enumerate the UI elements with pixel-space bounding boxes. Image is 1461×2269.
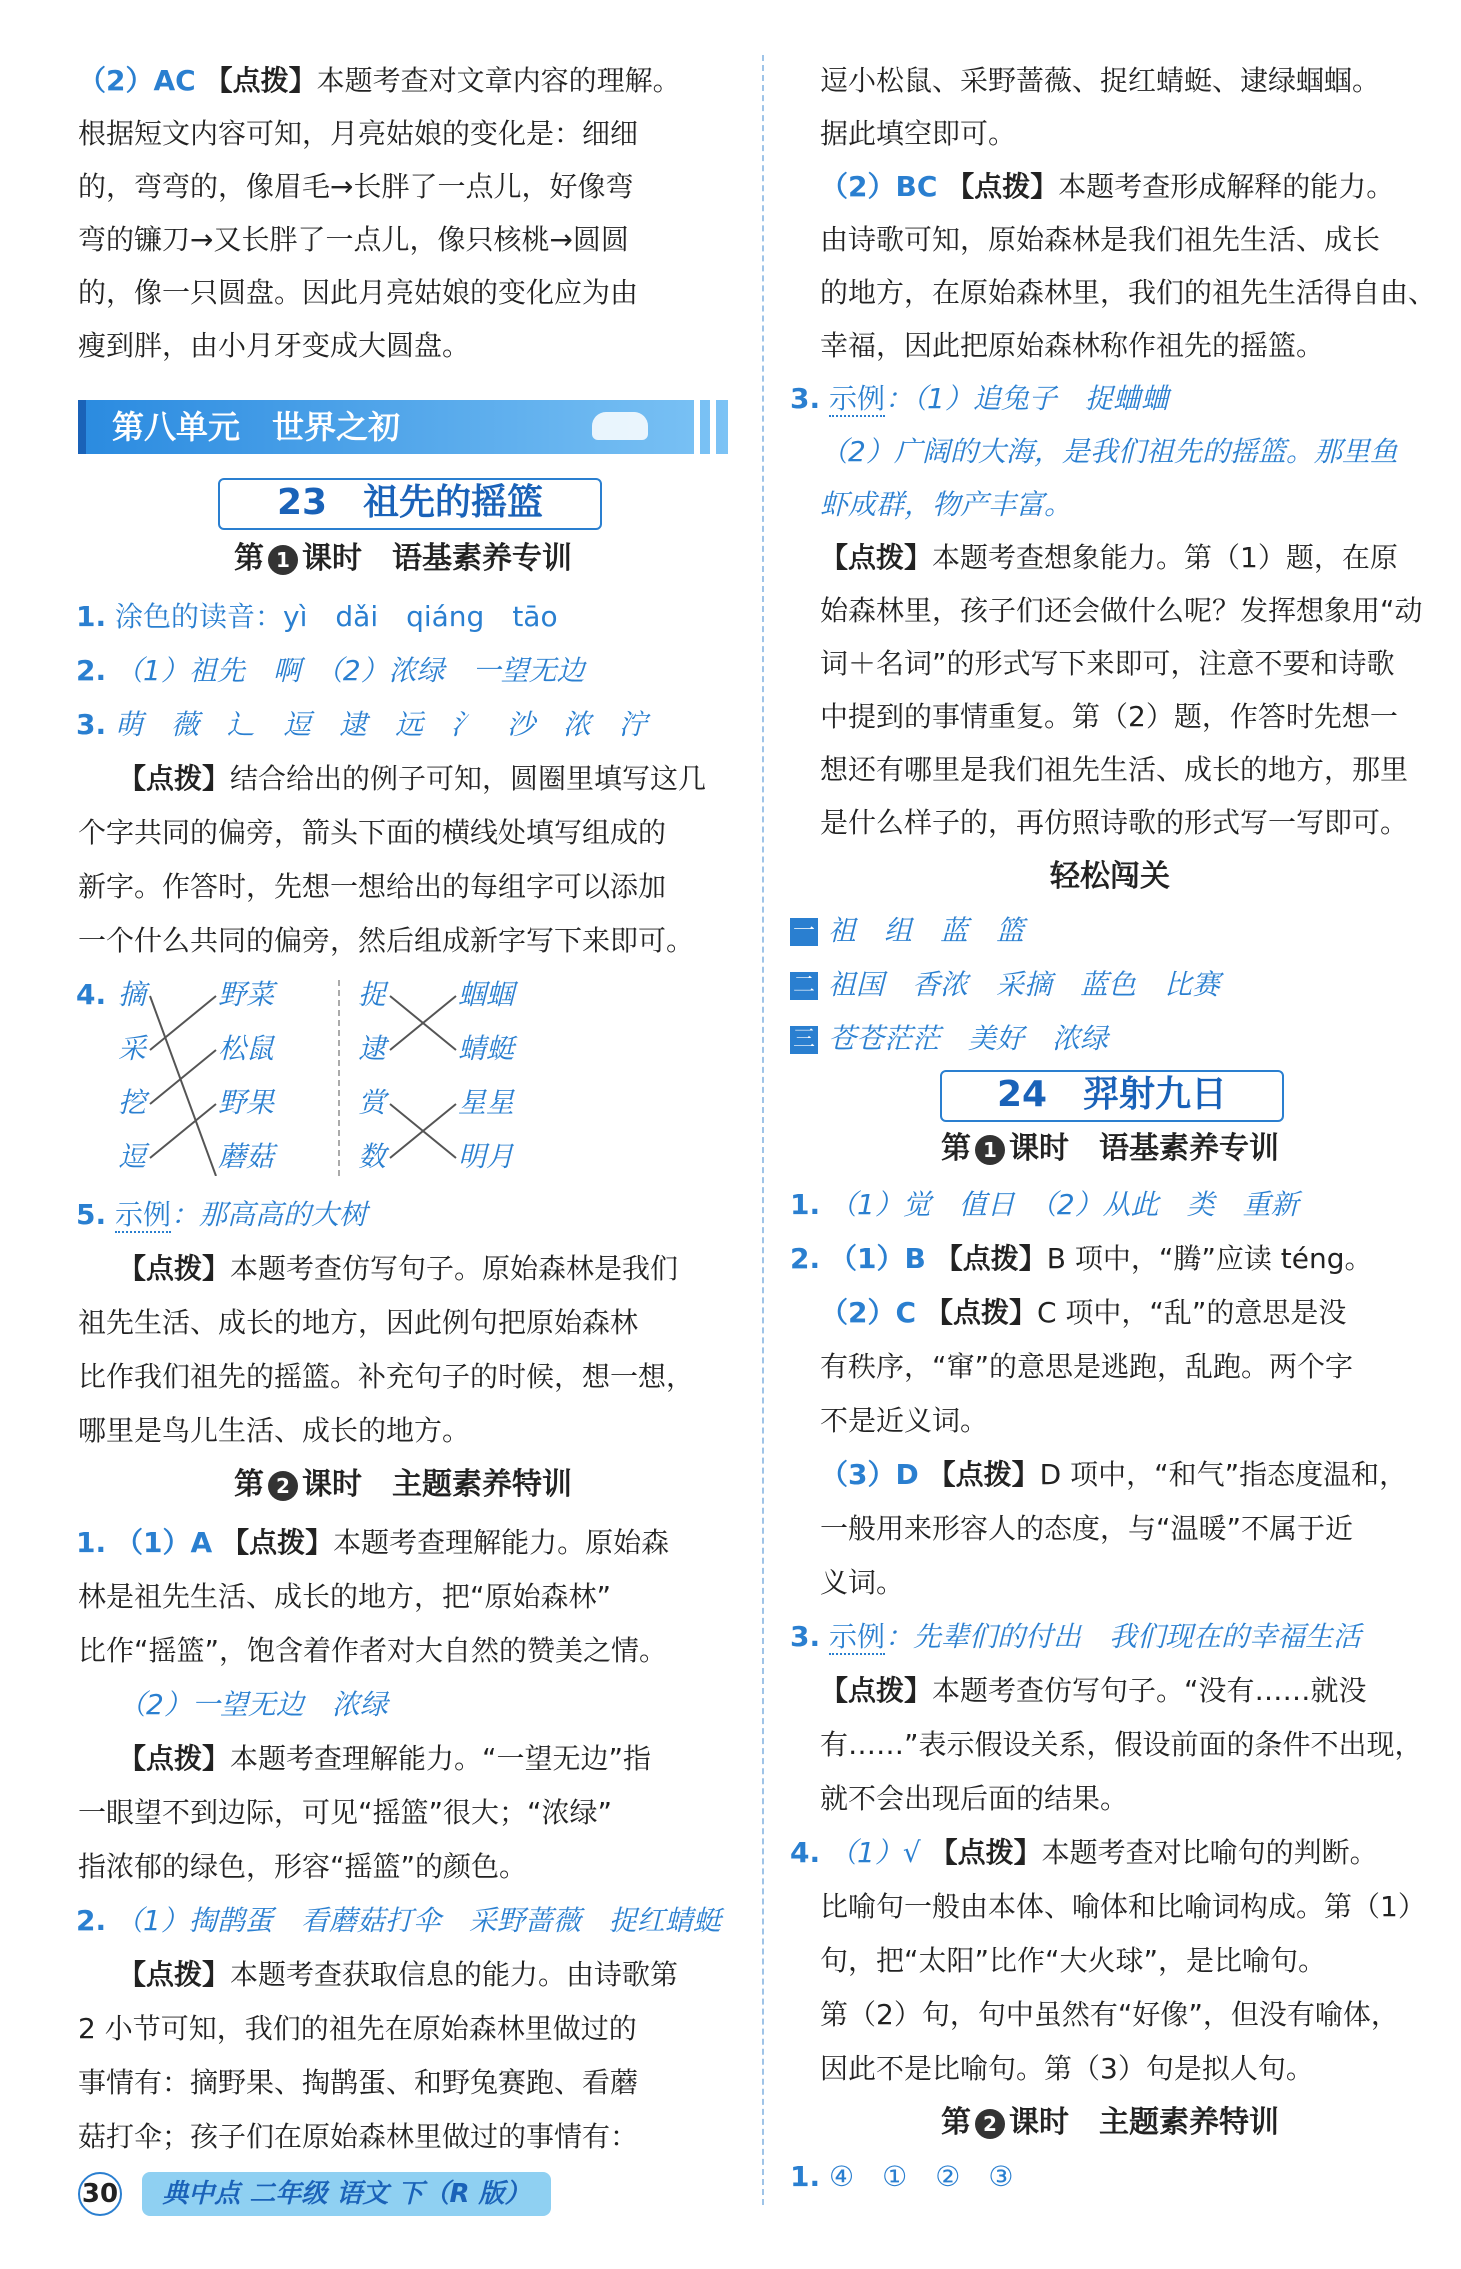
tip-line: 【点拨】本题考查想象能力。第（1）题，在原 xyxy=(820,541,1398,574)
text-line: 由诗歌可知，原始森林是我们祖先生活、成长 xyxy=(820,223,1381,256)
text-line: 有……”表示假设关系，假设前面的条件不出现， xyxy=(820,1728,1423,1761)
text-line: 句，把“太阳”比作“大火球”，是比喻句。 xyxy=(820,1944,1327,1977)
text-line: 个字共同的偏旁，箭头下面的横线处填写组成的 xyxy=(78,816,667,849)
text-line: 2 小节可知，我们的祖先在原始森林里做过的 xyxy=(78,2012,637,2045)
easy-heading: 轻松闯关 xyxy=(1050,859,1170,894)
question-3: 3. 示例：（1）追兔子 捉蛐蛐 xyxy=(790,382,1169,415)
match-word: 捉 xyxy=(358,978,387,1011)
text-line: 菇打伞；孩子们在原始森林里做过的事情有： xyxy=(78,2120,639,2153)
part2-question-1: 1. （1）A 【点拨】本题考查理解能力。原始森 xyxy=(76,1526,670,1559)
text-line: 根据短文内容可知，月亮姑娘的变化是：细细 xyxy=(78,117,639,150)
match-word: 明月 xyxy=(458,1140,515,1173)
part2-question-2: 2. （1）掏鹊蛋 看蘑菇打伞 采野蔷薇 捉红蜻蜓 xyxy=(76,1904,721,1937)
answer-line: （2）C 【点拨】C 项中，“乱”的意思是没 xyxy=(820,1296,1347,1329)
easy-item-2: 二 祖国 香浓 采摘 蓝色 比赛 xyxy=(790,966,1220,1004)
text-line: 瘦到胖，由小月牙变成大圆盘。 xyxy=(78,329,471,362)
footer-text: 二年级 语文 下（R 版） xyxy=(249,2179,531,2209)
text-line: 逗小松鼠、采野蔷薇、捉红蜻蜓、逮绿蝈蝈。 xyxy=(820,64,1381,97)
match-lines-left xyxy=(148,976,218,1176)
match-word: 数 xyxy=(358,1140,387,1173)
text-line: 比喻句一般由本体、喻体和比喻词构成。第（1） xyxy=(820,1890,1426,1923)
answer-line: （2）BC 【点拨】本题考查形成解释的能力。 xyxy=(820,170,1395,203)
text-line: 的，像一只圆盘。因此月亮姑娘的变化应为由 xyxy=(78,276,639,309)
easy-item-3: 三 苍苍茫茫 美好 浓绿 xyxy=(790,1020,1108,1058)
text-line: 的地方，在原始森林里，我们的祖先生活得自由、 xyxy=(820,276,1437,309)
match-word: 野菜 xyxy=(218,978,275,1011)
text-line: 义词。 xyxy=(820,1566,905,1599)
text-line: 比作“摇篮”，饱含着作者对大自然的赞美之情。 xyxy=(78,1634,668,1667)
text-line: 就不会出现后面的结果。 xyxy=(820,1782,1129,1815)
section-heading: 第 1 课时 语基素养专训 xyxy=(234,541,572,576)
question-1: 1. （1）觉 值日 （2）从此 类 重新 xyxy=(790,1188,1299,1221)
match-lines-right xyxy=(388,976,458,1176)
text-line: 的，弯弯的，像眉毛→长胖了一点儿，好像弯 xyxy=(78,170,634,203)
text-line: 因此不是比喻句。第（3）句是拟人句。 xyxy=(820,2052,1314,2085)
page-footer xyxy=(78,2172,551,2216)
text-line: 一般用来形容人的态度，与“温暖”不属于近 xyxy=(820,1512,1354,1545)
part2-question-1: 1. ④ ① ② ③ xyxy=(790,2160,1014,2193)
answer-line: （2）广阔的大海，是我们祖先的摇篮。那里鱼 xyxy=(820,435,1398,468)
text-line: 有秩序，“窜”的意思是逃跑，乱跑。两个字 xyxy=(820,1350,1354,1383)
tip-line: 【点拨】本题考查仿写句子。原始森林是我们 xyxy=(118,1252,679,1285)
text-line: 祖先生活、成长的地方，因此例句把原始森林 xyxy=(78,1306,639,1339)
match-word: 逮 xyxy=(358,1032,387,1065)
text-line: 林是祖先生活、成长的地方，把“原始森林” xyxy=(78,1580,612,1613)
text-line: 是什么样子的，再仿照诗歌的形式写一写即可。 xyxy=(820,806,1409,839)
question-4-number: 4. xyxy=(76,978,107,1011)
text-line: 比作我们祖先的摇篮。补充句子的时候，想一想， xyxy=(78,1360,695,1393)
unit-banner: 第八单元 世界之初 xyxy=(78,400,728,454)
text-line: 事情有：摘野果、掏鹊蛋、和野兔赛跑、看蘑 xyxy=(78,2066,639,2099)
tip-line: 【点拨】本题考查获取信息的能力。由诗歌第 xyxy=(118,1958,679,1991)
match-word: 赏 xyxy=(358,1086,387,1119)
column-divider xyxy=(762,55,766,2205)
section-heading: 第 2 课时 主题素养特训 xyxy=(941,2105,1279,2140)
match-word: 摘 xyxy=(118,978,147,1011)
match-word: 星星 xyxy=(458,1086,515,1119)
answer-line: 虾成群，物产丰富。 xyxy=(820,488,1073,521)
answer-line: （2）一望无边 浓绿 xyxy=(118,1688,388,1721)
question-2: 2. （1）B 【点拨】B 项中，“腾”应读 téng。 xyxy=(790,1242,1373,1275)
brand-logo: 典中点 xyxy=(162,2179,241,2209)
footer-bar xyxy=(142,2172,550,2216)
match-word: 蝈蝈 xyxy=(458,978,515,1011)
text-line: 始森林里，孩子们还会做什么呢？发挥想象用“动 xyxy=(820,594,1423,627)
text-line: 词＋名词”的形式写下来即可，注意不要和诗歌 xyxy=(820,647,1395,680)
match-separator xyxy=(338,980,342,1176)
text-line: 中提到的事情重复。第（2）题，作答时先想一 xyxy=(820,700,1398,733)
banner-stripe xyxy=(694,400,700,454)
text-line: 不是近义词。 xyxy=(820,1404,989,1437)
section-heading: 第 2 课时 主题素养特训 xyxy=(234,1467,572,1502)
text-line: 想还有哪里是我们祖先生活、成长的地方，那里 xyxy=(820,753,1409,786)
tip-line: 【点拨】本题考查仿写句子。“没有……就没 xyxy=(820,1674,1367,1707)
question-3: 3. 萌 薇 辶 逗 逮 远 氵 沙 浓 泞 xyxy=(76,708,648,741)
answer-line: （3）D 【点拨】D 项中，“和气”指态度温和， xyxy=(820,1458,1408,1491)
match-word: 蘑菇 xyxy=(218,1140,275,1173)
question-4: 4. （1）√ 【点拨】本题考查对比喻句的判断。 xyxy=(790,1836,1378,1869)
text-line: 一眼望不到边际，可见“摇篮”很大；“浓绿” xyxy=(78,1796,613,1829)
lesson-title: 23 祖先的摇篮 xyxy=(218,478,602,530)
match-word: 挖 xyxy=(118,1086,147,1119)
match-word: 逗 xyxy=(118,1140,147,1173)
match-word: 蜻蜓 xyxy=(458,1032,515,1065)
question-3b: 3. 示例：先辈们的付出 我们现在的幸福生活 xyxy=(790,1620,1362,1653)
question-2: 2. （1）祖先 啊 （2）浓绿 一望无边 xyxy=(76,654,585,687)
text-line: 新字。作答时，先想一想给出的每组字可以添加 xyxy=(78,870,667,903)
text-line: 据此填空即可。 xyxy=(820,117,1017,150)
text-line: 第（2）句，句中虽然有“好像”，但没有喻体， xyxy=(820,1998,1399,2031)
question-1: 1. 涂色的读音：yì dǎi qiáng tāo xyxy=(76,600,558,633)
answer-line: （2）AC 【点拨】本题考查对文章内容的理解。 xyxy=(78,64,681,97)
text-line: 指浓郁的绿色，形容“摇篮”的颜色。 xyxy=(78,1850,528,1883)
question-5: 5. 示例：那高高的大树 xyxy=(76,1198,368,1231)
match-word: 野果 xyxy=(218,1086,275,1119)
text-line: 哪里是鸟儿生活、成长的地方。 xyxy=(78,1414,471,1447)
tip-line: 【点拨】结合给出的例子可知，圆圈里填写这几 xyxy=(118,762,707,795)
text-line: 幸福，因此把原始森林称作祖先的摇篮。 xyxy=(820,329,1325,362)
text-line: 弯的镰刀→又长胖了一点儿，像只核桃→圆圆 xyxy=(78,223,629,256)
text-line: 一个什么共同的偏旁，然后组成新字写下来即可。 xyxy=(78,924,695,957)
car-icon xyxy=(592,412,648,440)
tip-line: 【点拨】本题考查理解能力。“一望无边”指 xyxy=(118,1742,652,1775)
match-word: 松鼠 xyxy=(218,1032,275,1065)
easy-item-1: 一 祖 组 蓝 篮 xyxy=(790,912,1024,950)
banner-stripe xyxy=(710,400,716,454)
match-word: 采 xyxy=(118,1032,147,1065)
match-line xyxy=(150,1050,216,1104)
lesson-title: 24 羿射九日 xyxy=(940,1070,1284,1122)
page-number: 30 xyxy=(78,2172,122,2216)
section-heading: 第 1 课时 语基素养专训 xyxy=(941,1131,1279,1166)
